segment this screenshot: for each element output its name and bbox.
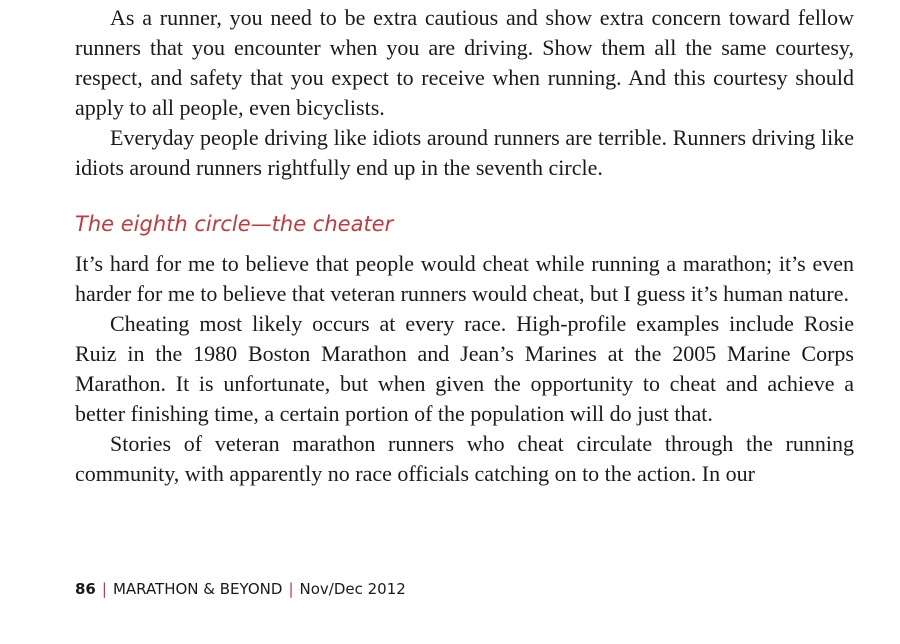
issue-date: Nov/Dec 2012 — [299, 580, 406, 598]
body-paragraph: It’s hard for me to believe that people would cheat while running a marathon; it’s even harder for me to believe that veteran runners would cheat, but I guess it’s human nature. — [75, 251, 854, 306]
section-heading: The eighth circle—the cheater — [75, 212, 394, 236]
body-text-section-seventh-circle — [75, 3, 854, 183]
body-paragraph: Cheating most likely occurs at every race. High-profile examples include Rosie Ruiz in the 1980 Boston Marathon and Jean’s Marines at the 2005 Marine Corps Marathon. It is unfortunate, but when given the opportunity to cheat and achieve a better finishing time, a certain portion of the population will do just that. — [75, 311, 854, 426]
body-text-section-eighth-circle — [75, 249, 854, 489]
body-paragraph: Everyday people driving like idiots around runners are terrible. Runners driving like idiots around runners rightfully end up in the seventh circle. — [75, 125, 854, 180]
footer-separator: | — [288, 580, 294, 598]
body-paragraph: Stories of veteran marathon runners who cheat circulate through the running community, with apparently no race officials catching on to the action. In our — [75, 431, 854, 486]
page-number: 86 — [75, 580, 96, 598]
body-paragraph: As a runner, you need to be extra cautious and show extra concern toward fellow runners that you encounter when you are driving. Show them all the same courtesy, respect, and safety that you expect to receive when running. And this courtesy should apply to all people, even bicyclists. — [75, 5, 854, 120]
footer-separator: | — [101, 580, 107, 598]
publication-name: MARATHON & BEYOND — [112, 580, 283, 598]
page-footer — [75, 578, 406, 600]
